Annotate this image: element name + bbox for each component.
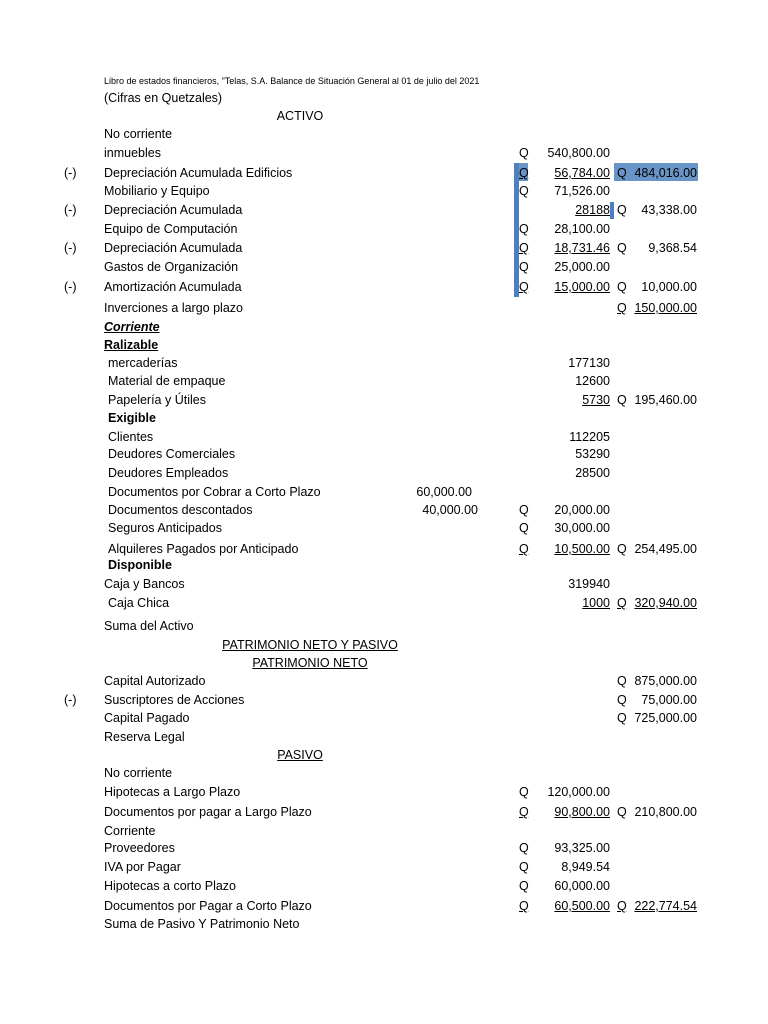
currency-q: Q <box>617 166 627 180</box>
currency-q: Q <box>519 841 529 855</box>
row-label: Alquileres Pagados por Anticipado <box>108 542 299 556</box>
row-caja-chica <box>0 594 768 612</box>
currency-q: Q <box>519 503 529 517</box>
row-label: Caja Chica <box>108 596 170 610</box>
row-empaque <box>0 372 768 390</box>
currency-q: Q <box>519 146 529 160</box>
value-colA: 60,000.00 <box>416 485 472 499</box>
row-proveedores <box>0 839 768 857</box>
section-label: Corriente <box>104 320 160 334</box>
title-row <box>0 72 768 90</box>
value-col2: 210,800.00 <box>634 805 697 819</box>
value-col1: 1000 <box>582 596 610 610</box>
currency-q: Q <box>617 241 627 255</box>
row-label: Reserva Legal <box>104 730 185 744</box>
currency-q: Q <box>617 674 627 688</box>
currency-q: Q <box>519 899 529 913</box>
row-deudores-emp <box>0 464 768 482</box>
value-col1: 112205 <box>569 430 610 444</box>
value-col1: 8,949.54 <box>561 860 610 874</box>
row-label: Documentos por Pagar a Corto Plazo <box>104 899 312 913</box>
currency-q: Q <box>617 693 627 707</box>
value-col2: 875,000.00 <box>634 674 697 688</box>
value-col1: 60,500.00 <box>554 899 610 913</box>
value-col1: 319940 <box>568 577 610 591</box>
currency-q: Q <box>617 899 627 913</box>
currency-q: Q <box>519 184 529 198</box>
minus-sign: (-) <box>64 241 77 255</box>
row-label: Mobiliario y Equipo <box>104 184 210 198</box>
row-reserva <box>0 728 768 746</box>
value-col1: 71,526.00 <box>554 184 610 198</box>
row-corriente <box>0 318 768 336</box>
row-gastos-org <box>0 258 768 276</box>
value-col1: 10,500.00 <box>554 542 610 556</box>
row-hipotecas-lp <box>0 783 768 801</box>
row-label: Capital Autorizado <box>104 674 206 688</box>
row-label: Suscriptores de Acciones <box>104 693 245 707</box>
row-caja-bancos <box>0 575 768 593</box>
value-col1: 28500 <box>575 466 610 480</box>
value-col2: 150,000.00 <box>634 301 697 315</box>
currency-q: Q <box>519 280 529 294</box>
value-colA: 40,000.00 <box>422 503 478 517</box>
activo-heading: ACTIVO <box>276 109 324 123</box>
currency-q: Q <box>519 542 529 556</box>
row-dep-mobiliario <box>0 201 768 219</box>
row-label: mercaderías <box>108 356 178 370</box>
row-label: Documentos por Cobrar a Corto Plazo <box>108 485 321 499</box>
row-mercaderias <box>0 354 768 372</box>
value-col1: 30,000.00 <box>554 521 610 535</box>
value-col1: 28188 <box>575 203 610 217</box>
section-label: Ralizable <box>104 338 159 352</box>
currency-q: Q <box>617 280 627 294</box>
row-suma-activo <box>0 617 768 635</box>
row-label: Seguros Anticipados <box>108 521 222 535</box>
row-label: Proveedores <box>104 841 175 855</box>
row-label: Depreciación Acumulada Edificios <box>104 166 293 180</box>
row-patrimonio-pasivo-heading <box>0 636 768 654</box>
currency-q: Q <box>617 596 627 610</box>
value-col1: 93,325.00 <box>554 841 610 855</box>
row-label: Equipo de Computación <box>104 222 238 236</box>
row-clientes <box>0 428 768 446</box>
currency-q: Q <box>617 393 627 407</box>
value-col1: 177130 <box>568 356 610 370</box>
row-iva <box>0 858 768 876</box>
value-col2: 43,338.00 <box>641 203 697 217</box>
value-col2: 254,495.00 <box>634 542 697 556</box>
row-suma-pasivo <box>0 915 768 933</box>
row-label: inmuebles <box>104 146 161 160</box>
total-label: Suma de Pasivo Y Patrimonio Neto <box>104 917 300 931</box>
row-doc-pagar-lp <box>0 803 768 821</box>
row-pasivo-no-corriente <box>0 764 768 782</box>
minus-sign: (-) <box>64 203 77 217</box>
value-col1: 5730 <box>582 393 610 407</box>
section-heading: PATRIMONIO NETO Y PASIVO <box>222 638 398 652</box>
currency-q: Q <box>617 542 627 556</box>
row-disponible <box>0 556 768 574</box>
value-col1: 53290 <box>575 447 610 461</box>
row-doc-cobrar <box>0 483 768 501</box>
value-col1: 25,000.00 <box>554 260 610 274</box>
value-col2: 222,774.54 <box>634 899 697 913</box>
value-col1: 28,100.00 <box>554 222 610 236</box>
row-label: Documentos descontados <box>108 503 253 517</box>
section-heading: PATRIMONIO NETO <box>252 656 368 670</box>
currency-q: Q <box>519 222 529 236</box>
row-dep-edificios <box>0 164 768 182</box>
row-realizable <box>0 336 768 354</box>
row-deudores-com <box>0 445 768 463</box>
currency-q: Q <box>519 785 529 799</box>
row-amortizacion <box>0 278 768 296</box>
document-title: Libro de estados financieros, "Telas, S.A. Balance de Situación General al 01 de julio del 2021 <box>104 76 480 86</box>
currency-q: Q <box>617 203 627 217</box>
row-papeleria <box>0 391 768 409</box>
row-label: Clientes <box>108 430 154 444</box>
row-label: Depreciación Acumulada <box>104 203 243 217</box>
currency-q: Q <box>617 805 627 819</box>
value-col1: 540,800.00 <box>547 146 610 160</box>
currency-q: Q <box>617 711 627 725</box>
currency-q: Q <box>519 805 529 819</box>
row-label: Hipotecas a corto Plazo <box>104 879 237 893</box>
row-label: Gastos de Organización <box>104 260 239 274</box>
row-pasivo-heading <box>0 746 768 764</box>
value-col2: 195,460.00 <box>634 393 697 407</box>
value-col2: 725,000.00 <box>634 711 697 725</box>
value-col1: 20,000.00 <box>554 503 610 517</box>
row-suscriptores <box>0 691 768 709</box>
minus-sign: (-) <box>64 166 77 180</box>
value-col1: 56,784.00 <box>554 166 610 180</box>
row-inmuebles <box>0 144 768 162</box>
row-label: Documentos por pagar a Largo Plazo <box>104 805 312 819</box>
row-label: Deudores Empleados <box>108 466 229 480</box>
subtitle-row <box>0 89 768 107</box>
row-label: Hipotecas a Largo Plazo <box>104 785 241 799</box>
value-col2: 320,940.00 <box>634 596 697 610</box>
activo-heading-row <box>0 107 768 125</box>
row-hipotecas-cp <box>0 877 768 895</box>
row-patrimonio-heading <box>0 654 768 672</box>
value-col1: 90,800.00 <box>554 805 610 819</box>
row-label: Caja y Bancos <box>104 577 185 591</box>
row-doc-descontados <box>0 501 768 519</box>
row-doc-pagar-cp <box>0 897 768 915</box>
minus-sign: (-) <box>64 280 77 294</box>
row-capital-pagado <box>0 709 768 727</box>
value-col2: 9,368.54 <box>648 241 697 255</box>
value-col2: 484,016.00 <box>634 166 697 180</box>
currency-q: Q <box>519 879 529 893</box>
row-seguros <box>0 519 768 537</box>
minus-sign: (-) <box>64 693 77 707</box>
currency-q: Q <box>617 301 627 315</box>
value-col1: 12600 <box>575 374 610 388</box>
section-label: Corriente <box>104 824 156 838</box>
row-exigible <box>0 409 768 427</box>
section-label: No corriente <box>104 766 173 780</box>
value-col1: 120,000.00 <box>547 785 610 799</box>
section-heading: PASIVO <box>277 748 323 762</box>
currency-q: Q <box>519 860 529 874</box>
row-mobiliario <box>0 182 768 200</box>
section-label: Disponible <box>108 558 172 572</box>
currency-q: Q <box>519 260 529 274</box>
row-label: Amortización Acumulada <box>104 280 242 294</box>
row-pasivo-corriente <box>0 822 768 840</box>
row-label: Material de empaque <box>108 374 226 388</box>
value-col2: 75,000.00 <box>641 693 697 707</box>
row-computacion <box>0 220 768 238</box>
row-label: Capital Pagado <box>104 711 190 725</box>
currency-q: Q <box>519 521 529 535</box>
row-label: Inverciones a largo plazo <box>104 301 243 315</box>
row-label: Depreciación Acumulada <box>104 241 243 255</box>
row-dep-computacion <box>0 239 768 257</box>
row-label: Deudores Comerciales <box>108 447 236 461</box>
section-label: No corriente <box>104 127 173 141</box>
section-label: Exigible <box>108 411 156 425</box>
row-label: Papelería y Útiles <box>108 393 206 407</box>
value-col1: 60,000.00 <box>554 879 610 893</box>
value-col1: 15,000.00 <box>554 280 610 294</box>
value-col2: 10,000.00 <box>641 280 697 294</box>
row-inversiones <box>0 299 768 317</box>
value-col1: 18,731.46 <box>554 241 610 255</box>
row-capital-autorizado <box>0 672 768 690</box>
row-no-corriente <box>0 125 768 143</box>
currency-q: Q <box>519 241 529 255</box>
currency-q: Q <box>519 166 529 180</box>
row-label: IVA por Pagar <box>104 860 181 874</box>
document-subtitle: (Cifras en Quetzales) <box>104 91 223 105</box>
total-label: Suma del Activo <box>104 619 194 633</box>
